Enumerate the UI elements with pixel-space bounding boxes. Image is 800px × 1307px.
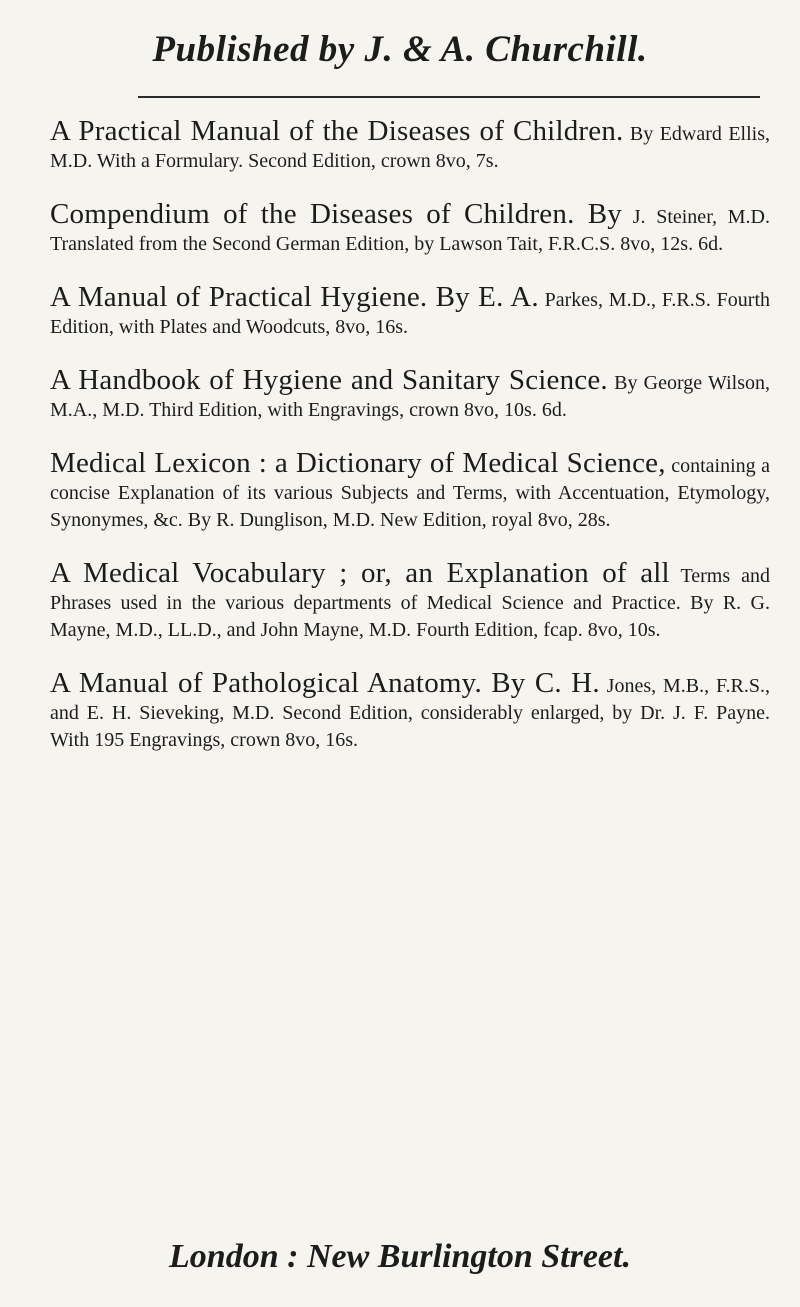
book-list [50,115,771,780]
book-details: Jones, M.B., F.R.S., and E. H. Sieveking, M.D. Second Edition, considerably enlarged, by Dr. J. F. Payne. With 195 Engravings, crown 8vo, 16s. [50,675,770,751]
book-entry [50,667,770,754]
book-details: By George Wilson, M.A., M.D. Third Edition, with Engravings, crown 8vo, 10s. 6d. [50,372,770,421]
book-title: A Manual of Pathological Anatomy. By C. H. [50,667,600,699]
publisher-address: London : New Burlington Street. [169,1238,631,1275]
book-title: A Practical Manual of the Diseases of Children. [50,115,624,147]
publisher-header: Published by J. & A. Churchill. [152,29,648,70]
book-title: A Medical Vocabulary ; or, an Explanation of all [50,557,670,589]
book-entry [50,447,770,534]
book-entry [50,557,770,644]
book-title: A Handbook of Hygiene and Sanitary Science. [50,364,608,396]
book-entry [50,281,771,341]
book-title: Compendium of the Diseases of Children. By [50,198,622,230]
book-details: Terms and Phrases used in the various departments of Medical Science and Practice. By R. G. Mayne, M.D., LL.D., and John Mayne, M.D. Fourth Edition, fcap. 8vo, 10s. [50,565,770,641]
book-entry [50,115,770,175]
book-entry [50,364,770,424]
book-entry [50,198,771,258]
book-details: containing a concise Explanation of its various Subjects and Terms, with Accentuation, Etymology, Synonymes, &c. By R. Dunglison, M.D. New Edition, royal 8vo, 28s. [50,455,770,531]
book-details: Parkes, M.D., F.R.S. Fourth Edition, with Plates and Woodcuts, 8vo, 16s. [50,289,771,338]
header-rule [138,96,760,98]
book-title: Medical Lexicon : a Dictionary of Medical Science, [50,447,666,479]
book-details: By Edward Ellis, M.D. With a Formulary. Second Edition, crown 8vo, 7s. [50,123,770,172]
book-title: A Manual of Practical Hygiene. By E. A. [50,281,539,313]
book-details: J. Steiner, M.D. Translated from the Second German Edition, by Lawson Tait, F.R.C.S. 8vo, 12s. 6d. [50,206,771,255]
